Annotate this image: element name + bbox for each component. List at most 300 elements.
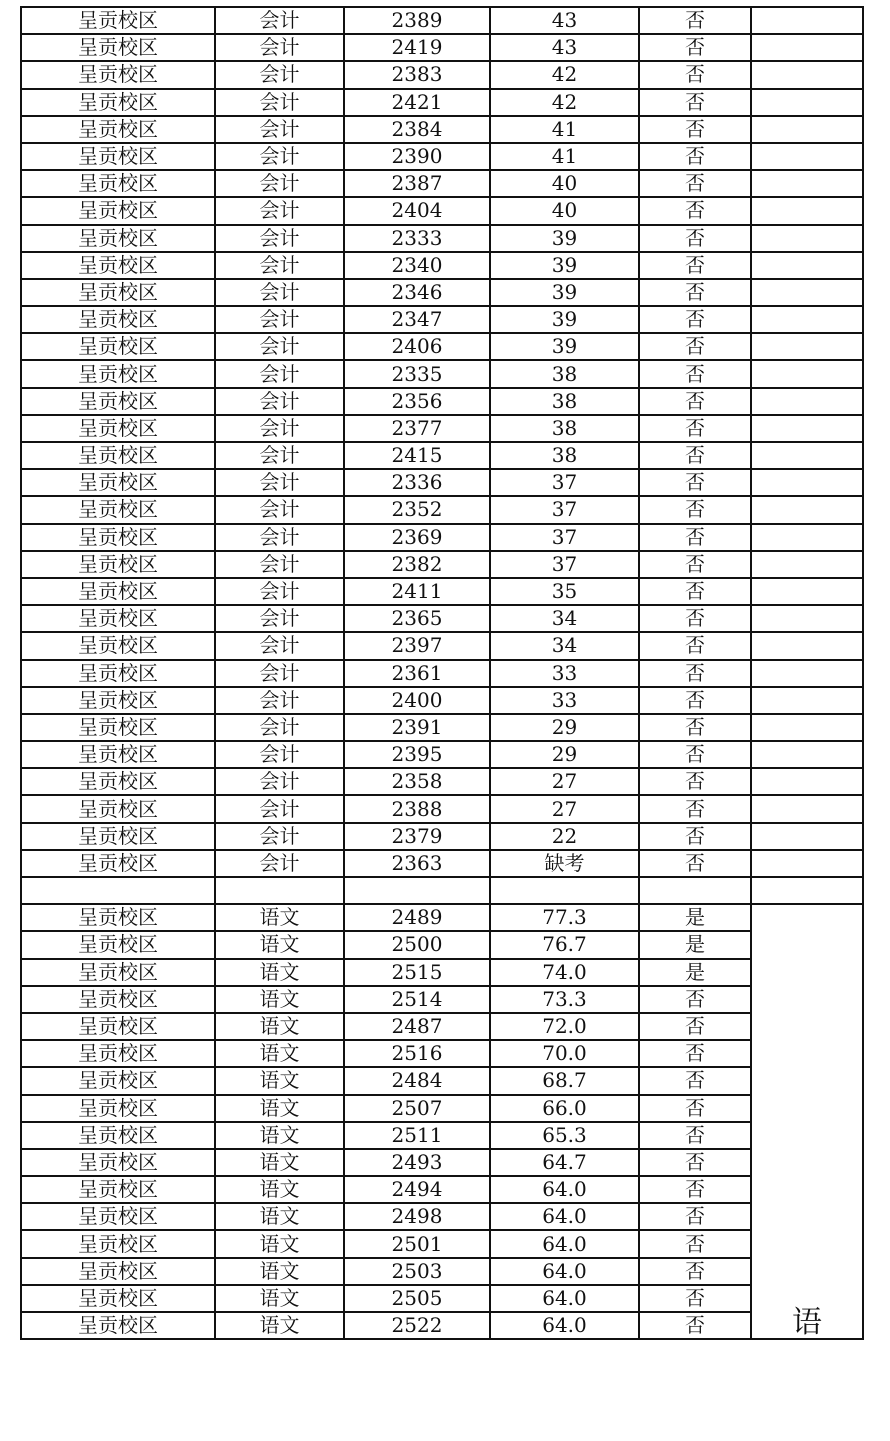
table-cell: 2384 xyxy=(344,116,490,143)
empty-cell xyxy=(751,605,863,632)
table-cell: 否 xyxy=(639,768,751,795)
table-cell: 否 xyxy=(639,850,751,877)
table-cell: 呈贡校区 xyxy=(21,687,215,714)
table-cell: 语文 xyxy=(215,1230,344,1257)
table-cell: 2358 xyxy=(344,768,490,795)
table-cell: 否 xyxy=(639,1203,751,1230)
table-cell: 否 xyxy=(639,632,751,659)
table-cell: 呈贡校区 xyxy=(21,714,215,741)
table-row xyxy=(21,904,863,931)
table-cell: 41 xyxy=(490,116,639,143)
table-cell: 呈贡校区 xyxy=(21,34,215,61)
table-cell: 2505 xyxy=(344,1285,490,1312)
table-cell: 呈贡校区 xyxy=(21,170,215,197)
table-cell: 会计 xyxy=(215,197,344,224)
table-cell: 会计 xyxy=(215,225,344,252)
empty-cell xyxy=(751,877,863,904)
table-cell: 2382 xyxy=(344,551,490,578)
empty-cell xyxy=(751,741,863,768)
table-cell: 呈贡校区 xyxy=(21,1122,215,1149)
table-cell: 会计 xyxy=(215,89,344,116)
table-cell: 会计 xyxy=(215,360,344,387)
table-cell: 语文 xyxy=(215,959,344,986)
table-cell: 70.0 xyxy=(490,1040,639,1067)
table-cell: 会计 xyxy=(215,252,344,279)
table-row xyxy=(21,116,863,143)
table-cell: 呈贡校区 xyxy=(21,1258,215,1285)
table-cell: 语文 xyxy=(215,931,344,958)
table-cell: 2421 xyxy=(344,89,490,116)
table-cell: 64.0 xyxy=(490,1285,639,1312)
table-cell: 否 xyxy=(639,306,751,333)
table-row xyxy=(21,714,863,741)
empty-cell xyxy=(751,632,863,659)
table-cell: 否 xyxy=(639,660,751,687)
table-cell: 2494 xyxy=(344,1176,490,1203)
table-row xyxy=(21,225,863,252)
table-cell: 会计 xyxy=(215,578,344,605)
table-cell: 2498 xyxy=(344,1203,490,1230)
table-cell: 会计 xyxy=(215,850,344,877)
table-cell: 语文 xyxy=(215,1312,344,1339)
table-cell: 会计 xyxy=(215,469,344,496)
table-row xyxy=(21,1312,863,1339)
table-cell: 否 xyxy=(639,524,751,551)
table-cell: 否 xyxy=(639,442,751,469)
empty-cell xyxy=(751,197,863,224)
table-cell: 呈贡校区 xyxy=(21,768,215,795)
table-cell: 呈贡校区 xyxy=(21,931,215,958)
table-cell: 37 xyxy=(490,469,639,496)
empty-cell xyxy=(751,34,863,61)
table-cell: 呈贡校区 xyxy=(21,1013,215,1040)
empty-cell xyxy=(751,388,863,415)
table-cell: 2389 xyxy=(344,7,490,34)
table-row xyxy=(21,1122,863,1149)
table-cell: 否 xyxy=(639,333,751,360)
table-cell: 64.0 xyxy=(490,1230,639,1257)
table-row xyxy=(21,1285,863,1312)
table-cell: 呈贡校区 xyxy=(21,1312,215,1339)
table-row xyxy=(21,252,863,279)
table-cell: 否 xyxy=(639,741,751,768)
table-cell: 呈贡校区 xyxy=(21,1095,215,1122)
table-cell: 2383 xyxy=(344,61,490,88)
table-cell: 39 xyxy=(490,279,639,306)
table-cell: 呈贡校区 xyxy=(21,7,215,34)
table-cell: 否 xyxy=(639,1258,751,1285)
empty-cell xyxy=(751,333,863,360)
empty-cell xyxy=(751,687,863,714)
table-cell: 否 xyxy=(639,823,751,850)
separator-row xyxy=(21,877,863,904)
table-cell: 64.0 xyxy=(490,1176,639,1203)
table-row xyxy=(21,1040,863,1067)
table-cell: 2493 xyxy=(344,1149,490,1176)
table-cell: 呈贡校区 xyxy=(21,89,215,116)
empty-cell xyxy=(751,469,863,496)
table-row xyxy=(21,795,863,822)
table-cell: 2400 xyxy=(344,687,490,714)
table-cell: 2365 xyxy=(344,605,490,632)
empty-cell xyxy=(751,850,863,877)
merged-subject-cell: 语 xyxy=(751,904,863,1339)
table-cell: 呈贡校区 xyxy=(21,225,215,252)
table-cell: 2516 xyxy=(344,1040,490,1067)
table-cell: 语文 xyxy=(215,1095,344,1122)
table-cell: 2515 xyxy=(344,959,490,986)
table-cell: 否 xyxy=(639,170,751,197)
empty-cell xyxy=(751,496,863,523)
table-row xyxy=(21,741,863,768)
table-row xyxy=(21,1176,863,1203)
table-cell: 语文 xyxy=(215,1013,344,1040)
table-row xyxy=(21,7,863,34)
empty-cell xyxy=(751,306,863,333)
empty-cell xyxy=(751,7,863,34)
table-row xyxy=(21,605,863,632)
table-cell: 语文 xyxy=(215,1258,344,1285)
table-row xyxy=(21,551,863,578)
empty-cell xyxy=(751,795,863,822)
table-cell: 2489 xyxy=(344,904,490,931)
table-cell: 65.3 xyxy=(490,1122,639,1149)
table-cell: 否 xyxy=(639,1013,751,1040)
table-cell: 2333 xyxy=(344,225,490,252)
table-cell: 呈贡校区 xyxy=(21,143,215,170)
table-cell: 呈贡校区 xyxy=(21,360,215,387)
table-row xyxy=(21,1203,863,1230)
table-cell: 会计 xyxy=(215,524,344,551)
table-cell: 会计 xyxy=(215,632,344,659)
table-cell: 40 xyxy=(490,170,639,197)
empty-cell xyxy=(751,660,863,687)
table-cell: 2388 xyxy=(344,795,490,822)
table-cell: 42 xyxy=(490,89,639,116)
table-row xyxy=(21,1149,863,1176)
table-cell: 2369 xyxy=(344,524,490,551)
table-cell: 呈贡校区 xyxy=(21,795,215,822)
table-cell: 呈贡校区 xyxy=(21,333,215,360)
table-cell: 会计 xyxy=(215,768,344,795)
table-row xyxy=(21,415,863,442)
table-row xyxy=(21,959,863,986)
table-cell: 2361 xyxy=(344,660,490,687)
score-table-body xyxy=(21,7,863,1339)
table-cell: 2419 xyxy=(344,34,490,61)
table-cell: 73.3 xyxy=(490,986,639,1013)
table-cell: 2390 xyxy=(344,143,490,170)
table-cell: 会计 xyxy=(215,170,344,197)
table-cell: 否 xyxy=(639,1176,751,1203)
table-cell: 语文 xyxy=(215,1149,344,1176)
table-cell: 否 xyxy=(639,605,751,632)
table-cell: 2406 xyxy=(344,333,490,360)
empty-cell xyxy=(751,89,863,116)
table-row xyxy=(21,931,863,958)
table-cell: 2397 xyxy=(344,632,490,659)
table-row xyxy=(21,632,863,659)
empty-cell xyxy=(751,252,863,279)
table-cell: 否 xyxy=(639,415,751,442)
table-cell: 语文 xyxy=(215,1176,344,1203)
empty-cell xyxy=(751,61,863,88)
table-cell: 2507 xyxy=(344,1095,490,1122)
table-cell: 39 xyxy=(490,225,639,252)
table-cell: 呈贡校区 xyxy=(21,551,215,578)
table-cell: 22 xyxy=(490,823,639,850)
table-cell: 会计 xyxy=(215,687,344,714)
table-cell: 43 xyxy=(490,7,639,34)
table-cell: 77.3 xyxy=(490,904,639,931)
table-cell: 64.0 xyxy=(490,1312,639,1339)
table-cell: 会计 xyxy=(215,34,344,61)
table-cell: 39 xyxy=(490,306,639,333)
empty-cell xyxy=(751,415,863,442)
table-cell: 呈贡校区 xyxy=(21,469,215,496)
table-cell: 37 xyxy=(490,524,639,551)
table-cell: 2352 xyxy=(344,496,490,523)
table-row xyxy=(21,687,863,714)
empty-cell xyxy=(490,877,639,904)
table-cell: 否 xyxy=(639,795,751,822)
table-cell: 是 xyxy=(639,904,751,931)
table-cell: 呈贡校区 xyxy=(21,741,215,768)
table-cell: 呈贡校区 xyxy=(21,1040,215,1067)
table-cell: 呈贡校区 xyxy=(21,605,215,632)
table-cell: 66.0 xyxy=(490,1095,639,1122)
table-row xyxy=(21,34,863,61)
empty-cell xyxy=(639,877,751,904)
table-cell: 43 xyxy=(490,34,639,61)
table-cell: 否 xyxy=(639,578,751,605)
table-row xyxy=(21,1258,863,1285)
table-cell: 呈贡校区 xyxy=(21,1203,215,1230)
table-cell: 29 xyxy=(490,714,639,741)
table-cell: 呈贡校区 xyxy=(21,116,215,143)
table-cell: 呈贡校区 xyxy=(21,1176,215,1203)
table-cell: 呈贡校区 xyxy=(21,959,215,986)
table-cell: 否 xyxy=(639,1149,751,1176)
table-cell: 语文 xyxy=(215,1203,344,1230)
empty-cell xyxy=(21,877,215,904)
table-cell: 40 xyxy=(490,197,639,224)
table-cell: 38 xyxy=(490,360,639,387)
table-cell: 呈贡校区 xyxy=(21,904,215,931)
table-cell: 否 xyxy=(639,61,751,88)
table-cell: 会计 xyxy=(215,823,344,850)
table-cell: 64.7 xyxy=(490,1149,639,1176)
table-cell: 2387 xyxy=(344,170,490,197)
table-cell: 呈贡校区 xyxy=(21,197,215,224)
empty-cell xyxy=(751,442,863,469)
table-cell: 2347 xyxy=(344,306,490,333)
table-cell: 39 xyxy=(490,333,639,360)
table-row xyxy=(21,197,863,224)
table-cell: 64.0 xyxy=(490,1203,639,1230)
table-cell: 2415 xyxy=(344,442,490,469)
table-cell: 2514 xyxy=(344,986,490,1013)
table-cell: 2522 xyxy=(344,1312,490,1339)
table-cell: 呈贡校区 xyxy=(21,823,215,850)
table-cell: 呈贡校区 xyxy=(21,578,215,605)
table-cell: 否 xyxy=(639,1285,751,1312)
table-cell: 否 xyxy=(639,496,751,523)
table-row xyxy=(21,170,863,197)
table-cell: 74.0 xyxy=(490,959,639,986)
table-cell: 否 xyxy=(639,116,751,143)
table-cell: 2340 xyxy=(344,252,490,279)
empty-cell xyxy=(751,170,863,197)
table-row xyxy=(21,823,863,850)
table-cell: 否 xyxy=(639,1040,751,1067)
table-cell: 呈贡校区 xyxy=(21,660,215,687)
table-cell: 38 xyxy=(490,442,639,469)
table-cell: 否 xyxy=(639,986,751,1013)
table-cell: 否 xyxy=(639,143,751,170)
table-cell: 缺考 xyxy=(490,850,639,877)
table-cell: 2500 xyxy=(344,931,490,958)
table-row xyxy=(21,660,863,687)
table-cell: 会计 xyxy=(215,660,344,687)
table-cell: 否 xyxy=(639,551,751,578)
table-cell: 呈贡校区 xyxy=(21,61,215,88)
table-cell: 语文 xyxy=(215,1285,344,1312)
table-cell: 是 xyxy=(639,959,751,986)
empty-cell xyxy=(751,578,863,605)
empty-cell xyxy=(751,279,863,306)
table-cell: 呈贡校区 xyxy=(21,850,215,877)
table-row xyxy=(21,524,863,551)
table-cell: 2391 xyxy=(344,714,490,741)
table-cell: 语文 xyxy=(215,1122,344,1149)
table-cell: 否 xyxy=(639,7,751,34)
table-cell: 否 xyxy=(639,469,751,496)
empty-cell xyxy=(751,768,863,795)
table-row xyxy=(21,1013,863,1040)
table-cell: 语文 xyxy=(215,1067,344,1094)
table-cell: 29 xyxy=(490,741,639,768)
table-row xyxy=(21,469,863,496)
table-cell: 27 xyxy=(490,795,639,822)
table-cell: 否 xyxy=(639,252,751,279)
table-cell: 会计 xyxy=(215,388,344,415)
table-cell: 会计 xyxy=(215,279,344,306)
table-cell: 呈贡校区 xyxy=(21,252,215,279)
table-row xyxy=(21,143,863,170)
table-cell: 否 xyxy=(639,1067,751,1094)
table-cell: 呈贡校区 xyxy=(21,1230,215,1257)
table-cell: 会计 xyxy=(215,551,344,578)
table-cell: 呈贡校区 xyxy=(21,986,215,1013)
score-table xyxy=(20,6,864,1340)
table-cell: 否 xyxy=(639,1122,751,1149)
table-cell: 呈贡校区 xyxy=(21,388,215,415)
table-cell: 会计 xyxy=(215,714,344,741)
table-cell: 呈贡校区 xyxy=(21,496,215,523)
table-cell: 会计 xyxy=(215,116,344,143)
table-row xyxy=(21,986,863,1013)
table-cell: 35 xyxy=(490,578,639,605)
table-row xyxy=(21,768,863,795)
table-cell: 41 xyxy=(490,143,639,170)
table-cell: 否 xyxy=(639,225,751,252)
table-row xyxy=(21,306,863,333)
table-cell: 会计 xyxy=(215,306,344,333)
table-cell: 42 xyxy=(490,61,639,88)
table-cell: 37 xyxy=(490,496,639,523)
table-cell: 34 xyxy=(490,632,639,659)
table-cell: 2484 xyxy=(344,1067,490,1094)
table-cell: 72.0 xyxy=(490,1013,639,1040)
table-cell: 2501 xyxy=(344,1230,490,1257)
empty-cell xyxy=(751,714,863,741)
table-cell: 语文 xyxy=(215,986,344,1013)
table-cell: 33 xyxy=(490,687,639,714)
table-cell: 39 xyxy=(490,252,639,279)
table-cell: 2411 xyxy=(344,578,490,605)
table-row xyxy=(21,850,863,877)
table-cell: 否 xyxy=(639,34,751,61)
table-row xyxy=(21,1095,863,1122)
table-cell: 语文 xyxy=(215,1040,344,1067)
table-row xyxy=(21,61,863,88)
table-cell: 会计 xyxy=(215,741,344,768)
table-cell: 否 xyxy=(639,687,751,714)
table-cell: 2336 xyxy=(344,469,490,496)
table-cell: 68.7 xyxy=(490,1067,639,1094)
table-cell: 呈贡校区 xyxy=(21,442,215,469)
table-cell: 是 xyxy=(639,931,751,958)
table-cell: 34 xyxy=(490,605,639,632)
table-row xyxy=(21,496,863,523)
table-cell: 呈贡校区 xyxy=(21,279,215,306)
table-cell: 27 xyxy=(490,768,639,795)
table-cell: 否 xyxy=(639,1230,751,1257)
table-cell: 2346 xyxy=(344,279,490,306)
table-cell: 37 xyxy=(490,551,639,578)
table-cell: 否 xyxy=(639,1095,751,1122)
table-cell: 呈贡校区 xyxy=(21,415,215,442)
empty-cell xyxy=(751,360,863,387)
table-cell: 2377 xyxy=(344,415,490,442)
table-cell: 会计 xyxy=(215,415,344,442)
empty-cell xyxy=(751,551,863,578)
table-cell: 会计 xyxy=(215,795,344,822)
table-row xyxy=(21,360,863,387)
table-cell: 呈贡校区 xyxy=(21,306,215,333)
table-cell: 2379 xyxy=(344,823,490,850)
table-cell: 语文 xyxy=(215,904,344,931)
table-cell: 否 xyxy=(639,388,751,415)
table-row xyxy=(21,333,863,360)
table-cell: 呈贡校区 xyxy=(21,524,215,551)
table-cell: 呈贡校区 xyxy=(21,632,215,659)
table-cell: 否 xyxy=(639,89,751,116)
table-cell: 会计 xyxy=(215,61,344,88)
table-cell: 76.7 xyxy=(490,931,639,958)
table-cell: 33 xyxy=(490,660,639,687)
table-cell: 否 xyxy=(639,279,751,306)
empty-cell xyxy=(751,143,863,170)
table-cell: 64.0 xyxy=(490,1258,639,1285)
table-row xyxy=(21,1230,863,1257)
empty-cell xyxy=(215,877,344,904)
table-row xyxy=(21,578,863,605)
table-cell: 呈贡校区 xyxy=(21,1149,215,1176)
table-cell: 呈贡校区 xyxy=(21,1067,215,1094)
table-cell: 会计 xyxy=(215,442,344,469)
